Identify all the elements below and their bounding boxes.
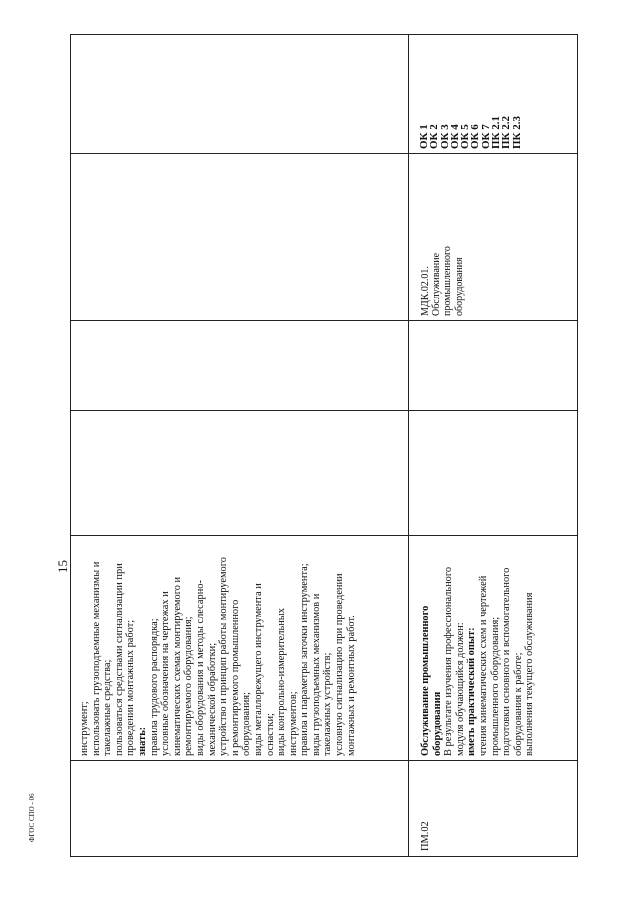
text-line: Обслуживание bbox=[431, 252, 443, 316]
text-line: ремонтируемого оборудования; bbox=[183, 616, 195, 756]
text-line: ПК 2.2 bbox=[500, 115, 513, 149]
text-line: модуля обучающийся должен: bbox=[454, 622, 466, 756]
text-line: оборудования; bbox=[241, 692, 253, 756]
text-line: МДК.02.01. bbox=[420, 266, 431, 316]
pm02-code: ПМ.02 bbox=[420, 821, 431, 851]
text-line: использовать грузоподъемные механизмы и bbox=[90, 561, 102, 756]
text-line: ОК 5 bbox=[459, 124, 472, 149]
text-line: ОК 7 bbox=[479, 124, 492, 149]
pm02-description bbox=[420, 567, 536, 756]
text-line: пользоваться средствами сигнализации при bbox=[113, 563, 125, 756]
text-line: правила и параметры заточки инструмента; bbox=[299, 563, 311, 756]
text-line: условную сигнализацию при проведении bbox=[334, 573, 346, 756]
curriculum-table bbox=[70, 34, 578, 857]
text-line: промышленного bbox=[442, 246, 454, 316]
competencies-list bbox=[419, 116, 522, 149]
text-line: выполнения текущего обслуживания bbox=[524, 592, 536, 756]
text-line: оснастки; bbox=[264, 713, 276, 756]
text-line: устройство и принцип работы монтируемого bbox=[218, 557, 230, 756]
text-line: инструмент; bbox=[79, 701, 90, 756]
text-line: виды металлорежущего инструмента и bbox=[252, 583, 264, 756]
text-line: оборудования bbox=[453, 257, 465, 316]
text-line: монтажных и ремонтных работ. bbox=[345, 615, 357, 756]
column-divider bbox=[408, 35, 409, 856]
text-line: знать: bbox=[136, 726, 148, 756]
text-line: условные обозначения на чертежах и bbox=[160, 591, 172, 756]
text-line: кинематических схемах монтируемого и bbox=[171, 576, 183, 756]
row-divider bbox=[71, 760, 577, 761]
text-line: виды контрольно-измерительных bbox=[276, 608, 288, 756]
text-line: такелажных устройств; bbox=[322, 652, 334, 756]
continuation-cell bbox=[79, 557, 357, 756]
page-number: 15 bbox=[55, 560, 70, 573]
text-line: проведении монтажных работ; bbox=[125, 619, 137, 756]
text-line: инструментов; bbox=[287, 691, 299, 756]
text-line: В результате изучения профессионального bbox=[443, 566, 455, 756]
text-line: чтения кинематических схем и чертежей bbox=[477, 575, 489, 756]
text-line: ПК 2.1 bbox=[490, 115, 503, 149]
row-divider bbox=[71, 320, 577, 321]
competencies-cell bbox=[419, 116, 522, 149]
pm02-code-cell bbox=[420, 821, 432, 851]
text-line: и ремонтируемого промышленного bbox=[229, 599, 241, 756]
row-divider bbox=[71, 153, 577, 154]
pm02-description-cell bbox=[420, 567, 536, 756]
footer-code: ФГОС СПО - 06 bbox=[28, 793, 36, 842]
text-line: Обслуживание промышленного bbox=[420, 605, 431, 756]
text-line: ОК 3 bbox=[438, 124, 451, 149]
text-line: подготовки основного и вспомогательного bbox=[501, 567, 513, 756]
text-line: виды оборудования и методы слесарно- bbox=[194, 580, 206, 756]
text-line: промышленного оборудования; bbox=[489, 616, 501, 756]
text-line: ОК 6 bbox=[469, 124, 482, 149]
text-line: ОК 2 bbox=[428, 124, 441, 149]
continuation-text bbox=[79, 557, 357, 756]
text-line: правила трудового распорядка; bbox=[148, 618, 160, 756]
text-line: виды грузоподъемных механизмов и bbox=[310, 593, 322, 756]
text-line: механической обработки; bbox=[206, 642, 218, 756]
row-divider bbox=[71, 410, 577, 411]
row-divider bbox=[71, 535, 577, 536]
text-line: такелажные средства; bbox=[102, 659, 114, 756]
text-line: ПК 2.3 bbox=[510, 115, 523, 149]
mdk-text bbox=[420, 246, 465, 316]
mdk-cell bbox=[420, 246, 465, 316]
text-line: ОК 1 bbox=[418, 124, 430, 149]
text-line: оборудования bbox=[431, 691, 443, 756]
text-line: ОК 4 bbox=[448, 124, 461, 149]
text-line: оборудования к работе; bbox=[512, 652, 524, 756]
text-line: иметь практический опыт: bbox=[466, 627, 478, 756]
